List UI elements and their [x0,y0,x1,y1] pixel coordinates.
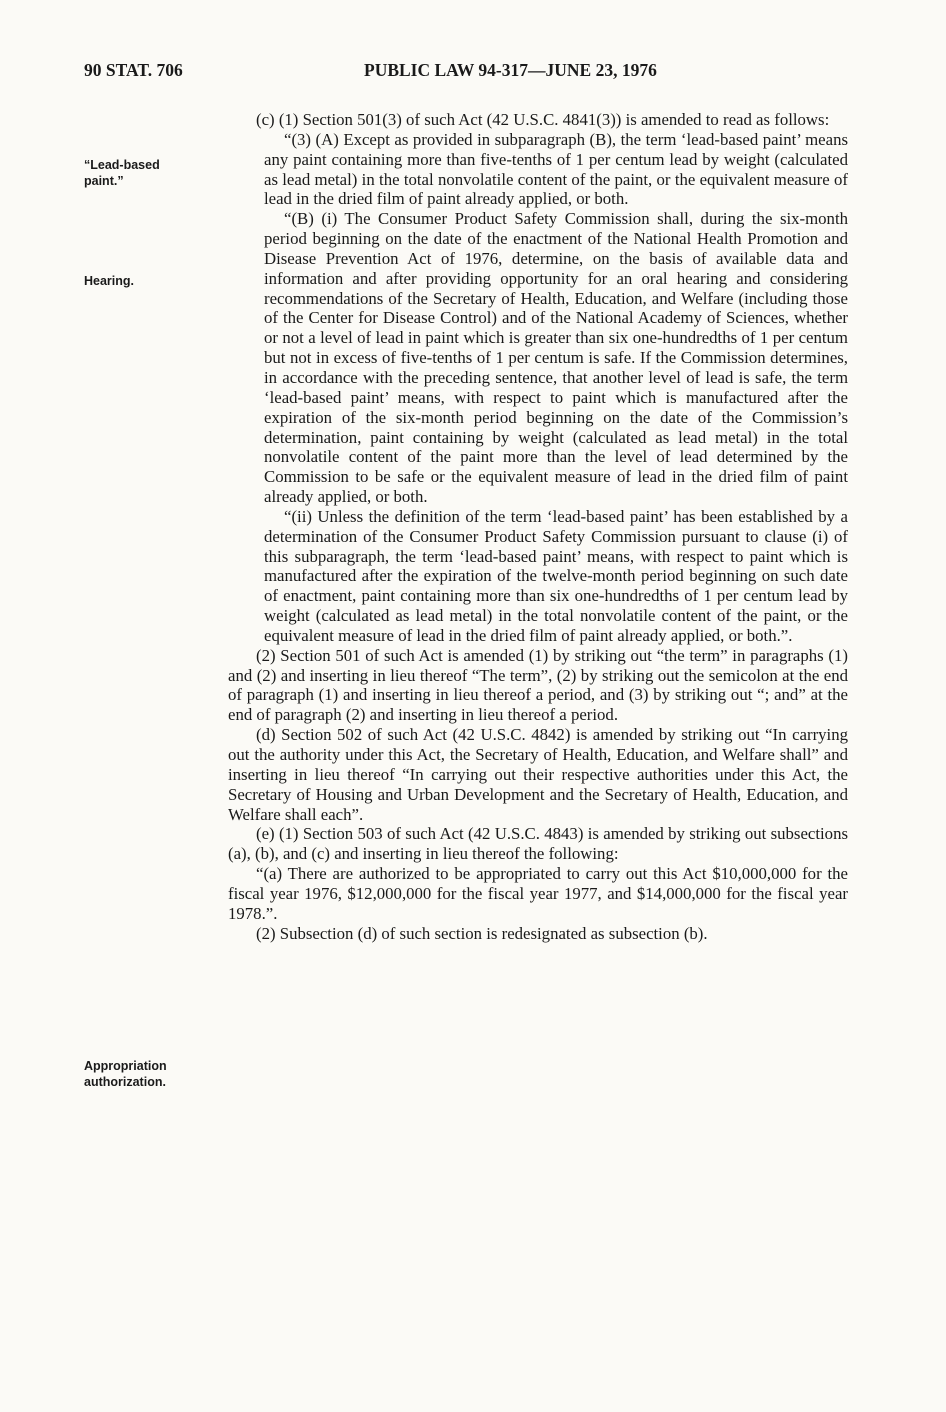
page-header [84,60,844,86]
paragraph-3b-ii: “(ii) Unless the definition of the term ‘lead-based paint’ has been established by a determination of the Consumer Product Safety Commission pursuant to clause (i) of this subparagraph, the term ‘lead-based paint’ means, with respect to paint which is manufactured after the expiration of the twelve-month period beginning on such date of enactment, paint containing more than six one-hundredths of 1 per centum lead by weight (calculated as lead metal) in the total nonvolatile content of the paint, or the equivalent measure of lead in the dried film of paint already applied, or both.”. [264,506,848,645]
paragraph-c2: (2) Section 501 of such Act is amended (1) by striking out “the term” in paragraphs (1) and (2) and inserting in lieu thereof “The term”, (2) by striking out the semicolon at the end of paragraph (1) and inserting in lieu thereof a period, and (3) by striking out “; and” at the end of paragraph (2) and inserting in lieu thereof a period. [228,645,848,725]
paragraph-c1: (c) (1) Section 501(3) of such Act (42 U.S.C. 4841(3)) is amended to read as follows: [256,110,830,129]
margin-note-hearing: Hearing. [84,274,135,288]
law-title: PUBLIC LAW 94-317—JUNE 23, 1976 [364,60,657,80]
body-text [228,110,848,943]
paragraph-e1-a: “(a) There are authorized to be appropriated to carry out this Act $10,000,000 for the fiscal year 1976, $12,000,000 for the fiscal year 1977, and $14,000,000 for the fiscal year 1978.”. [228,864,848,923]
paragraph-e2: (2) Subsection (d) of such section is redesignated as subsection (b). [256,923,708,943]
paragraph-d: (d) Section 502 of such Act (42 U.S.C. 4842) is amended by striking out “In carrying out the authority under this Act, the Secretary of Health, Education, and Welfare shall” and inserting in lieu thereof “In carrying out their respective authorities under this Act, the Secretary of Housing and Urban Development and the Secretary of Health, Education, and Welfare shall each”. [228,725,848,824]
stat-reference: 90 STAT. 706 [84,60,183,80]
paragraph-e1: (e) (1) Section 503 of such Act (42 U.S.C. 4843) is amended by striking out subsections (a), (b), and (c) and inserting in lieu thereof the following: [228,824,848,864]
paragraph-3a: “(3) (A) Except as provided in subparagraph (B), the term ‘lead-based paint’ means any paint containing more than five-tenths of 1 per centum lead by weight (calculated as lead metal) in the total nonvolatile content of the paint, or the equivalent measure of lead in the dried film of paint already applied, or both. [264,129,848,209]
margin-note-lead-based-paint: “Lead-based paint.” [84,158,160,188]
margin-note-appropriation: Appropriation authorization. [84,1059,167,1089]
paragraph-3b-i: “(B) (i) The Consumer Product Safety Commission shall, during the six-month period beginning on the date of the enactment of the National Health Promotion and Disease Prevention Act of 1976, determine, on the basis of available data and information and after providing opportunity for an oral hearing and considering recommendations of the Secretary of Health, Education, and Welfare (including those of the Center for Disease Control) and of the National Academy of Sciences, whether or not a level of lead in paint which is greater than six one-hundredths of 1 per centum but not in excess of five-tenths of 1 per centum is safe. If the Commission determines, in accordance with the preceding sentence, that another level of lead is safe, the term ‘lead-based paint’ means, with respect to paint which is manufactured after the expiration of the six-month period beginning on the date of the Commission’s determination, paint containing by weight (calculated as lead metal) in the total nonvolatile content of the paint more than the level of lead determined by the Commission to be safe or the equivalent measure of lead in the dried film of paint already applied, or both. [264,209,848,507]
